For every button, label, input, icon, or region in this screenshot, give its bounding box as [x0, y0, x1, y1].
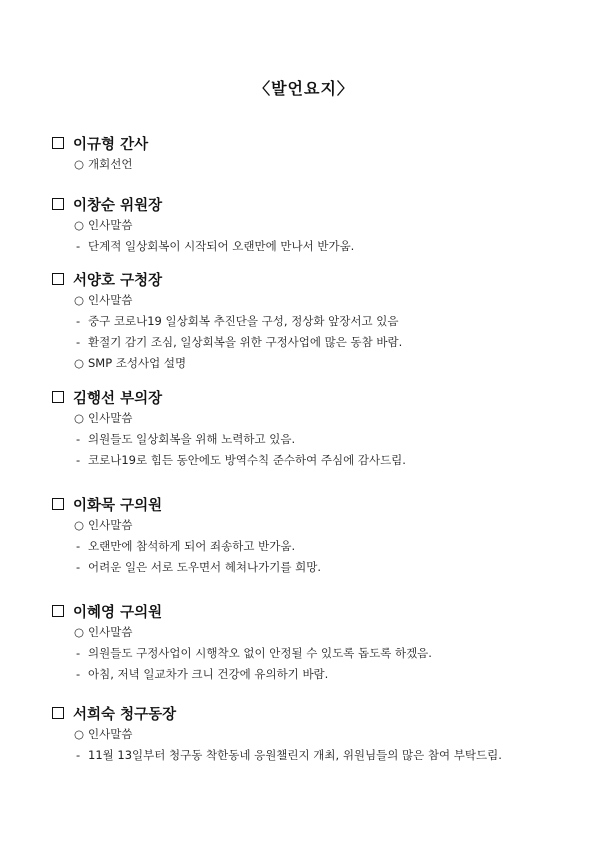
list-item	[50, 557, 590, 578]
speaker-name: 이혜영 구의원	[73, 604, 163, 621]
circle-bullet-icon: ○	[74, 157, 85, 171]
item-text: 중구 코로나19 일상회복 추진단을 구성, 정상화 앞장서고 있음	[88, 314, 399, 328]
circle-bullet-icon: ○	[74, 218, 85, 232]
list-item	[50, 664, 590, 685]
item-text: 인사말씀	[88, 727, 133, 741]
list-item	[50, 429, 590, 450]
dash-bullet-icon: -	[76, 667, 81, 681]
dash-bullet-icon: -	[76, 314, 81, 328]
speaker-heading	[50, 386, 590, 408]
list-item	[50, 154, 590, 175]
speaker-heading	[50, 268, 590, 290]
circle-bullet-icon: ○	[74, 293, 85, 307]
speaker-section	[50, 600, 590, 685]
list-item	[50, 311, 590, 332]
item-text: 11월 13일부터 청구동 착한동네 응원챌린지 개최, 위원님들의 많은 참여 부탁드림.	[88, 748, 502, 762]
list-item	[50, 724, 590, 745]
speaker-name: 서희숙 청구동장	[73, 706, 177, 723]
checkbox-square-icon	[52, 198, 64, 210]
dash-bullet-icon: -	[76, 239, 81, 253]
dash-bullet-icon: -	[76, 539, 81, 553]
speaker-heading	[50, 193, 590, 215]
list-item	[50, 353, 590, 374]
checkbox-square-icon	[52, 273, 64, 285]
checkbox-square-icon	[52, 391, 64, 403]
item-text: 아침, 저녁 일교차가 크니 건강에 유의하기 바람.	[88, 667, 329, 681]
speaker-name: 김행선 부의장	[73, 390, 163, 407]
circle-bullet-icon: ○	[74, 518, 85, 532]
item-text: 인사말씀	[88, 411, 133, 425]
speaker-section	[50, 193, 590, 257]
list-item	[50, 236, 590, 257]
list-item	[50, 290, 590, 311]
checkbox-square-icon	[52, 498, 64, 510]
list-item	[50, 408, 590, 429]
circle-bullet-icon: ○	[74, 727, 85, 741]
checkbox-square-icon	[52, 707, 64, 719]
list-item	[50, 643, 590, 664]
dash-bullet-icon: -	[76, 453, 81, 467]
checkbox-square-icon	[52, 605, 64, 617]
speaker-heading	[50, 493, 590, 515]
checkbox-square-icon	[52, 137, 64, 149]
item-text: 인사말씀	[88, 625, 133, 639]
circle-bullet-icon: ○	[74, 625, 85, 639]
dash-bullet-icon: -	[76, 432, 81, 446]
circle-bullet-icon: ○	[74, 356, 85, 370]
speaker-name: 서양호 구청장	[73, 272, 163, 289]
item-text: 코로나19로 힘든 동안에도 방역수칙 준수하여 주심에 감사드림.	[88, 453, 406, 467]
item-text: 환절기 감기 조심, 일상회복을 위한 구정사업에 많은 동참 바람.	[88, 335, 403, 349]
item-text: SMP 조성사업 설명	[88, 356, 187, 370]
list-item	[50, 536, 590, 557]
list-item	[50, 622, 590, 643]
speaker-heading	[50, 600, 590, 622]
speaker-section	[50, 702, 590, 766]
item-text: 의원들도 일상회복을 위해 노력하고 있음.	[88, 432, 296, 446]
list-item	[50, 515, 590, 536]
speaker-section	[50, 493, 590, 578]
speaker-section	[50, 386, 590, 471]
list-item	[50, 332, 590, 353]
item-text: 개회선언	[88, 157, 133, 171]
dash-bullet-icon: -	[76, 646, 81, 660]
item-text: 인사말씀	[88, 218, 133, 232]
speaker-heading	[50, 132, 590, 154]
page-title: 〈발언요지〉	[254, 79, 354, 98]
item-text: 인사말씀	[88, 518, 133, 532]
speaker-name: 이규형 간사	[73, 136, 149, 153]
item-text: 어려운 일은 서로 도우면서 헤쳐나가기를 희망.	[88, 560, 322, 574]
list-item	[50, 215, 590, 236]
item-text: 인사말씀	[88, 293, 133, 307]
speaker-section	[50, 132, 590, 175]
item-text: 오랜만에 참석하게 되어 죄송하고 반가움.	[88, 539, 296, 553]
dash-bullet-icon: -	[76, 748, 81, 762]
dash-bullet-icon: -	[76, 560, 81, 574]
item-text: 단계적 일상회복이 시작되어 오랜만에 만나서 반가움.	[88, 239, 355, 253]
circle-bullet-icon: ○	[74, 411, 85, 425]
dash-bullet-icon: -	[76, 335, 81, 349]
list-item	[50, 450, 590, 471]
speaker-name: 이창순 위원장	[73, 197, 163, 214]
speaker-heading	[50, 702, 590, 724]
list-item	[50, 745, 590, 766]
item-text: 의원들도 구정사업이 시행착오 없이 안정될 수 있도록 돕도록 하겠음.	[88, 646, 432, 660]
speaker-name: 이화묵 구의원	[73, 497, 163, 514]
speaker-section	[50, 268, 590, 374]
